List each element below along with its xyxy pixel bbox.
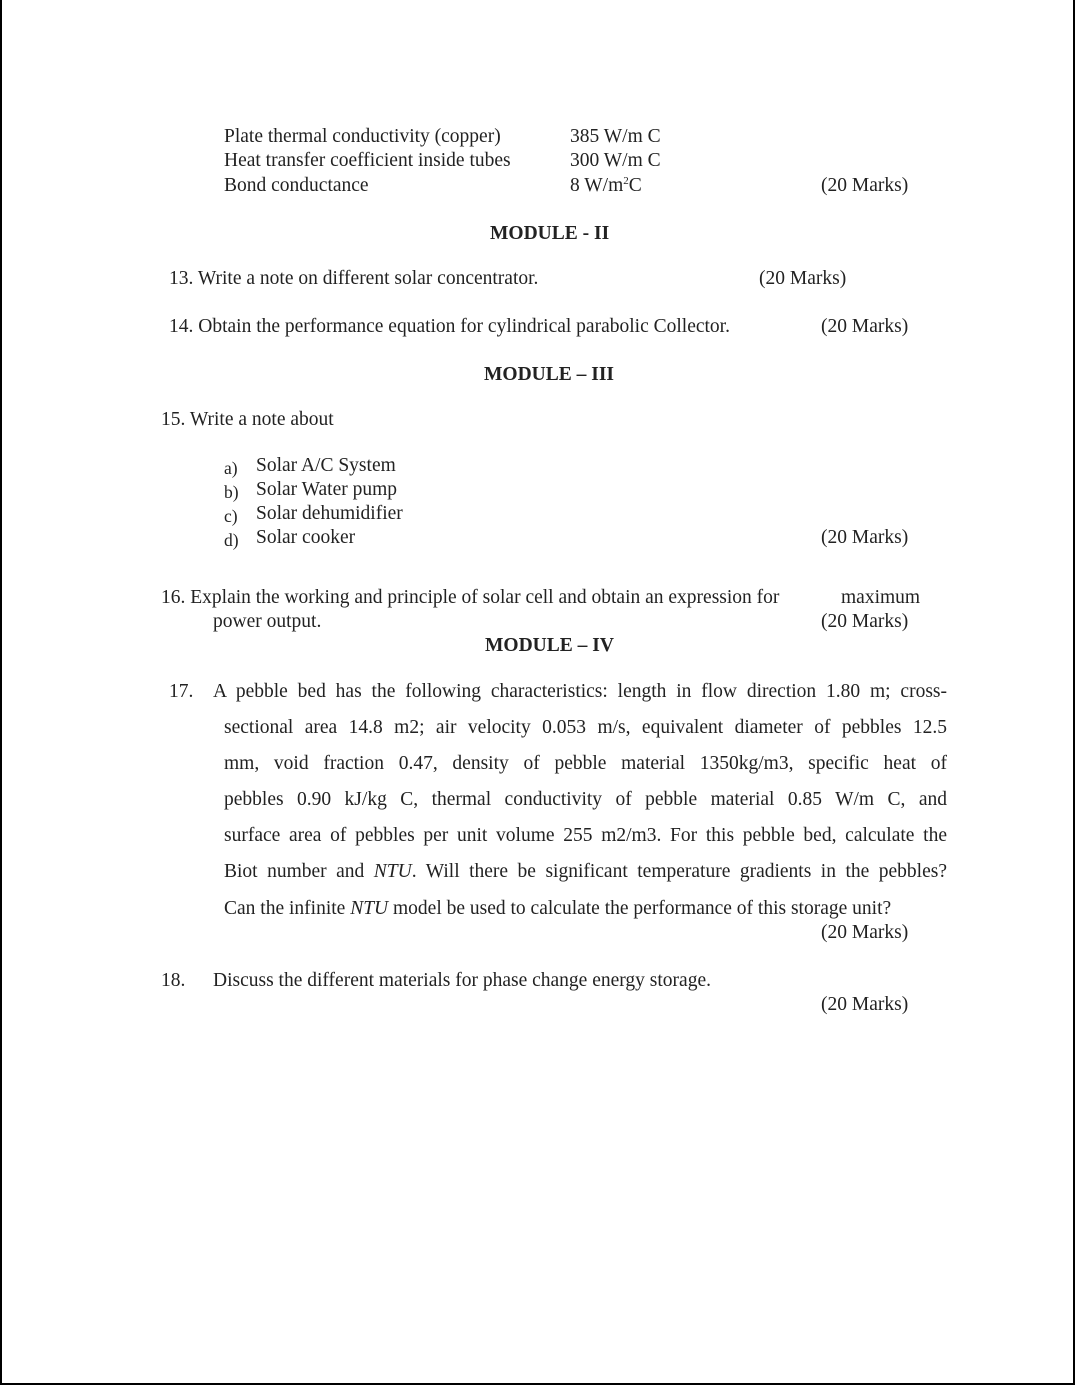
spec-value-plate-conductivity: 385 W/m C xyxy=(570,126,661,147)
list-letter-b: b) xyxy=(224,482,239,502)
question-17-line5: surface area of pebbles per unit volume 255 m2/m3. For this pebble bed, calculate the xyxy=(224,825,947,846)
list-item-a: Solar A/C System xyxy=(256,455,396,476)
question-14: 14. Obtain the performance equation for cylindrical parabolic Collector. xyxy=(169,316,730,337)
question-13: 13. Write a note on different solar concentrator. xyxy=(169,268,539,289)
list-letter-d: d) xyxy=(224,530,239,550)
marks-q18: (20 Marks) xyxy=(821,994,909,1015)
spec-value-bond-conductance: 8 $W/m^2C$ xyxy=(570,175,642,196)
spec-label-heat-transfer: Heat transfer coefficient inside tubes xyxy=(224,150,511,171)
question-18: Discuss the different materials for phase change energy storage. xyxy=(213,970,711,991)
list-letter-a: a) xyxy=(224,458,238,478)
marks-q17: (20 Marks) xyxy=(821,922,909,943)
marks-q13: (20 Marks) xyxy=(759,268,847,289)
marks-q16: (20 Marks) xyxy=(821,611,909,632)
question-16-line1-end: maximum xyxy=(841,587,921,608)
marks-q15: (20 Marks) xyxy=(821,527,909,548)
list-item-b: Solar Water pump xyxy=(256,479,398,500)
module-ii-heading: MODULE - II xyxy=(490,223,610,244)
question-17-number: 17. xyxy=(169,681,194,702)
question-17-line1: A pebble bed has the following characteristics: length in flow direction 1.80 m; cross- xyxy=(213,681,947,702)
question-17-line4: pebbles 0.90 kJ/kg C, thermal conductivity of pebble material 0.85 W/m C, and xyxy=(224,789,947,810)
module-iii-heading: MODULE – III xyxy=(484,364,615,385)
question-16-line2: power output. xyxy=(213,611,322,632)
question-15: 15. Write a note about xyxy=(161,409,334,430)
spec-value-heat-transfer: 300 W/m C xyxy=(570,150,661,171)
marks-q12: (20 Marks) xyxy=(821,175,909,196)
question-18-number: 18. xyxy=(161,970,186,991)
spec-label-plate-conductivity: Plate thermal conductivity (copper) xyxy=(224,126,501,147)
question-16-line1: 16. Explain the working and principle of solar cell and obtain an expression for xyxy=(161,587,780,608)
spec-label-bond-conductance: Bond conductance xyxy=(224,175,369,196)
list-letter-c: c) xyxy=(224,506,238,526)
question-17-line6: Biot number and NTU. Will there be significant temperature gradients in the pebbles? xyxy=(224,861,947,882)
marks-q14: (20 Marks) xyxy=(821,316,909,337)
list-item-d: Solar cooker xyxy=(256,527,356,548)
question-17-line2: sectional area 14.8 m2; air velocity 0.053 m/s, equivalent diameter of pebbles 12.5 xyxy=(224,717,947,738)
list-item-c: Solar dehumidifier xyxy=(256,503,403,524)
question-17-line7: Can the infinite NTU model be used to calculate the performance of this storage unit? xyxy=(224,898,892,919)
question-17-line3: mm, void fraction 0.47, density of pebble material 1350kg/m3, specific heat of xyxy=(224,753,947,774)
module-iv-heading: MODULE – IV xyxy=(485,635,614,656)
